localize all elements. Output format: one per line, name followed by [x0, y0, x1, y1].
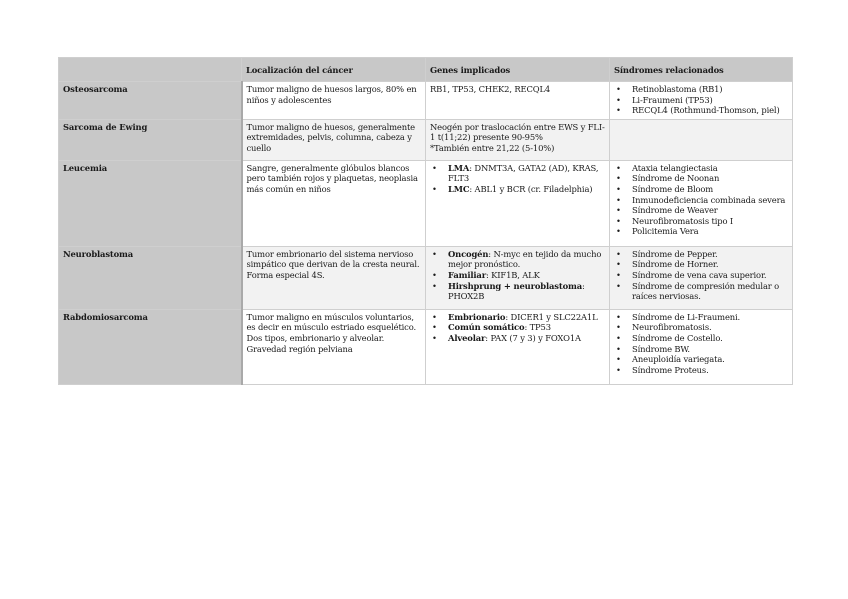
gene-text: : KIF1B, ALK	[485, 269, 540, 280]
gene-text: : N-myc en tejido da mucho mejor pronóstico.	[448, 248, 602, 270]
location-line: Gravedad región pelviana	[246, 343, 353, 354]
genes-list	[430, 163, 605, 195]
list-item: • Inmunodeficiencia combinada severa	[614, 195, 788, 206]
syndromes-cell	[610, 82, 793, 120]
list-item	[430, 312, 605, 323]
genes-line: Neogén por traslocación entre EWS y FLI-1 t(11;22) presente 90-95%	[430, 121, 605, 143]
table-row	[59, 160, 793, 246]
location-cell: Tumor maligno de huesos, generalmente extremidades, pelvis, columna, cabeza y cuello	[242, 119, 426, 160]
location-cell: Tumor maligno de huesos largos, 80% en niños y adolescentes	[242, 82, 426, 120]
genes-cell	[426, 160, 610, 246]
list-item	[430, 281, 605, 302]
genes-cell	[426, 246, 610, 309]
cancer-name: Sarcoma de Ewing	[59, 119, 242, 160]
location-line: Dos tipos, embrionario y alveolar.	[246, 332, 385, 343]
gene-label: LMC	[448, 183, 470, 194]
list-item	[430, 333, 605, 344]
list-item	[430, 184, 605, 195]
syndrome-list	[614, 249, 788, 302]
genes-cell	[426, 309, 610, 384]
gene-text: : DICER1 y SLC22A1L	[505, 311, 598, 322]
genes-cell	[426, 119, 610, 160]
table-row	[59, 309, 793, 384]
list-item: • Aneuploidía variegata.	[614, 354, 788, 365]
genes-line: *También entre 21,22 (5-10%)	[430, 142, 555, 153]
syndromes-cell	[610, 119, 793, 160]
header-empty	[59, 58, 242, 82]
genes-list	[430, 249, 605, 302]
list-item: • Ataxia telangiectasia	[614, 163, 788, 174]
list-item: • Síndrome de Li-Fraumeni.	[614, 312, 788, 323]
list-item	[430, 163, 605, 184]
header-genes: Genes implicados	[426, 58, 610, 82]
gene-label: Oncogén	[448, 248, 489, 259]
table-row	[59, 119, 793, 160]
list-item: • Síndrome de compresión medular o raíces nerviosas.	[614, 281, 788, 302]
list-item	[430, 322, 605, 333]
syndromes-cell	[610, 246, 793, 309]
table-row	[59, 246, 793, 309]
list-item	[430, 270, 605, 281]
list-item: • Neurofibromatosis tipo I	[614, 216, 788, 227]
header-row	[59, 58, 793, 82]
syndromes-cell	[610, 309, 793, 384]
cancer-name: Rabdomiosarcoma	[59, 309, 242, 384]
cancer-name: Osteosarcoma	[59, 82, 242, 120]
list-item: • RECQL4 (Rothmund-Thomson, piel)	[614, 105, 788, 116]
genes-list	[430, 312, 605, 344]
gene-label: Embrionario	[448, 311, 506, 322]
gene-label: Familiar	[448, 269, 486, 280]
location-cell: Sangre, generalmente glóbulos blancos pero también rojos y plaquetas, neoplasia más común en niños	[242, 160, 426, 246]
cancer-name: Leucemia	[59, 160, 242, 246]
gene-text: : ABL1 y BCR (cr. Filadelphia)	[469, 183, 593, 194]
gene-text: : TP53	[524, 322, 551, 333]
list-item: • Síndrome de Noonan	[614, 173, 788, 184]
location-cell	[242, 309, 426, 384]
cancer-name: Neuroblastoma	[59, 246, 242, 309]
gene-label: Hirshprung + neuroblastoma	[448, 280, 582, 291]
list-item: • Policitemia Vera	[614, 226, 788, 237]
list-item	[430, 249, 605, 270]
list-item: • Síndrome Proteus.	[614, 365, 788, 376]
list-item: • Síndrome de Weaver	[614, 205, 788, 216]
syndrome-list	[614, 163, 788, 237]
list-item: • Neurofibromatosis.	[614, 322, 788, 333]
cancer-table	[58, 57, 793, 385]
gene-label: LMA	[448, 162, 470, 173]
table-row	[59, 82, 793, 120]
list-item: • Síndrome BW.	[614, 344, 788, 355]
header-location: Localización del cáncer	[242, 58, 426, 82]
location-cell: Tumor embrionario del sistema nervioso simpático que derivan de la cresta neural. Forma especial 4S.	[242, 246, 426, 309]
gene-text: : DNMT3A, GATA2 (AD), KRAS, FLT3	[448, 162, 599, 184]
list-item: • Li-Fraumeni (TP53)	[614, 95, 788, 106]
gene-text: : PAX (7 y 3) y FOXO1A	[485, 332, 581, 343]
list-item: • Síndrome de Costello.	[614, 333, 788, 344]
syndrome-list	[614, 84, 788, 116]
list-item: • Retinoblastoma (RB1)	[614, 84, 788, 95]
list-item: • Síndrome de vena cava superior.	[614, 270, 788, 281]
syndrome-list	[614, 312, 788, 376]
list-item: • Síndrome de Bloom	[614, 184, 788, 195]
gene-label: Alveolar	[448, 332, 486, 343]
syndromes-cell	[610, 160, 793, 246]
list-item: • Síndrome de Horner.	[614, 259, 788, 270]
gene-text: : PHOX2B	[448, 280, 585, 302]
gene-label: Común somático	[448, 322, 525, 333]
list-item: • Síndrome de Pepper.	[614, 249, 788, 260]
header-syndromes: Síndromes relacionados	[610, 58, 793, 82]
location-line: Tumor maligno en músculos voluntarios, es decir en músculo estriado esquelético.	[246, 311, 416, 333]
genes-cell: RB1, TP53, CHEK2, RECQL4	[426, 82, 610, 120]
